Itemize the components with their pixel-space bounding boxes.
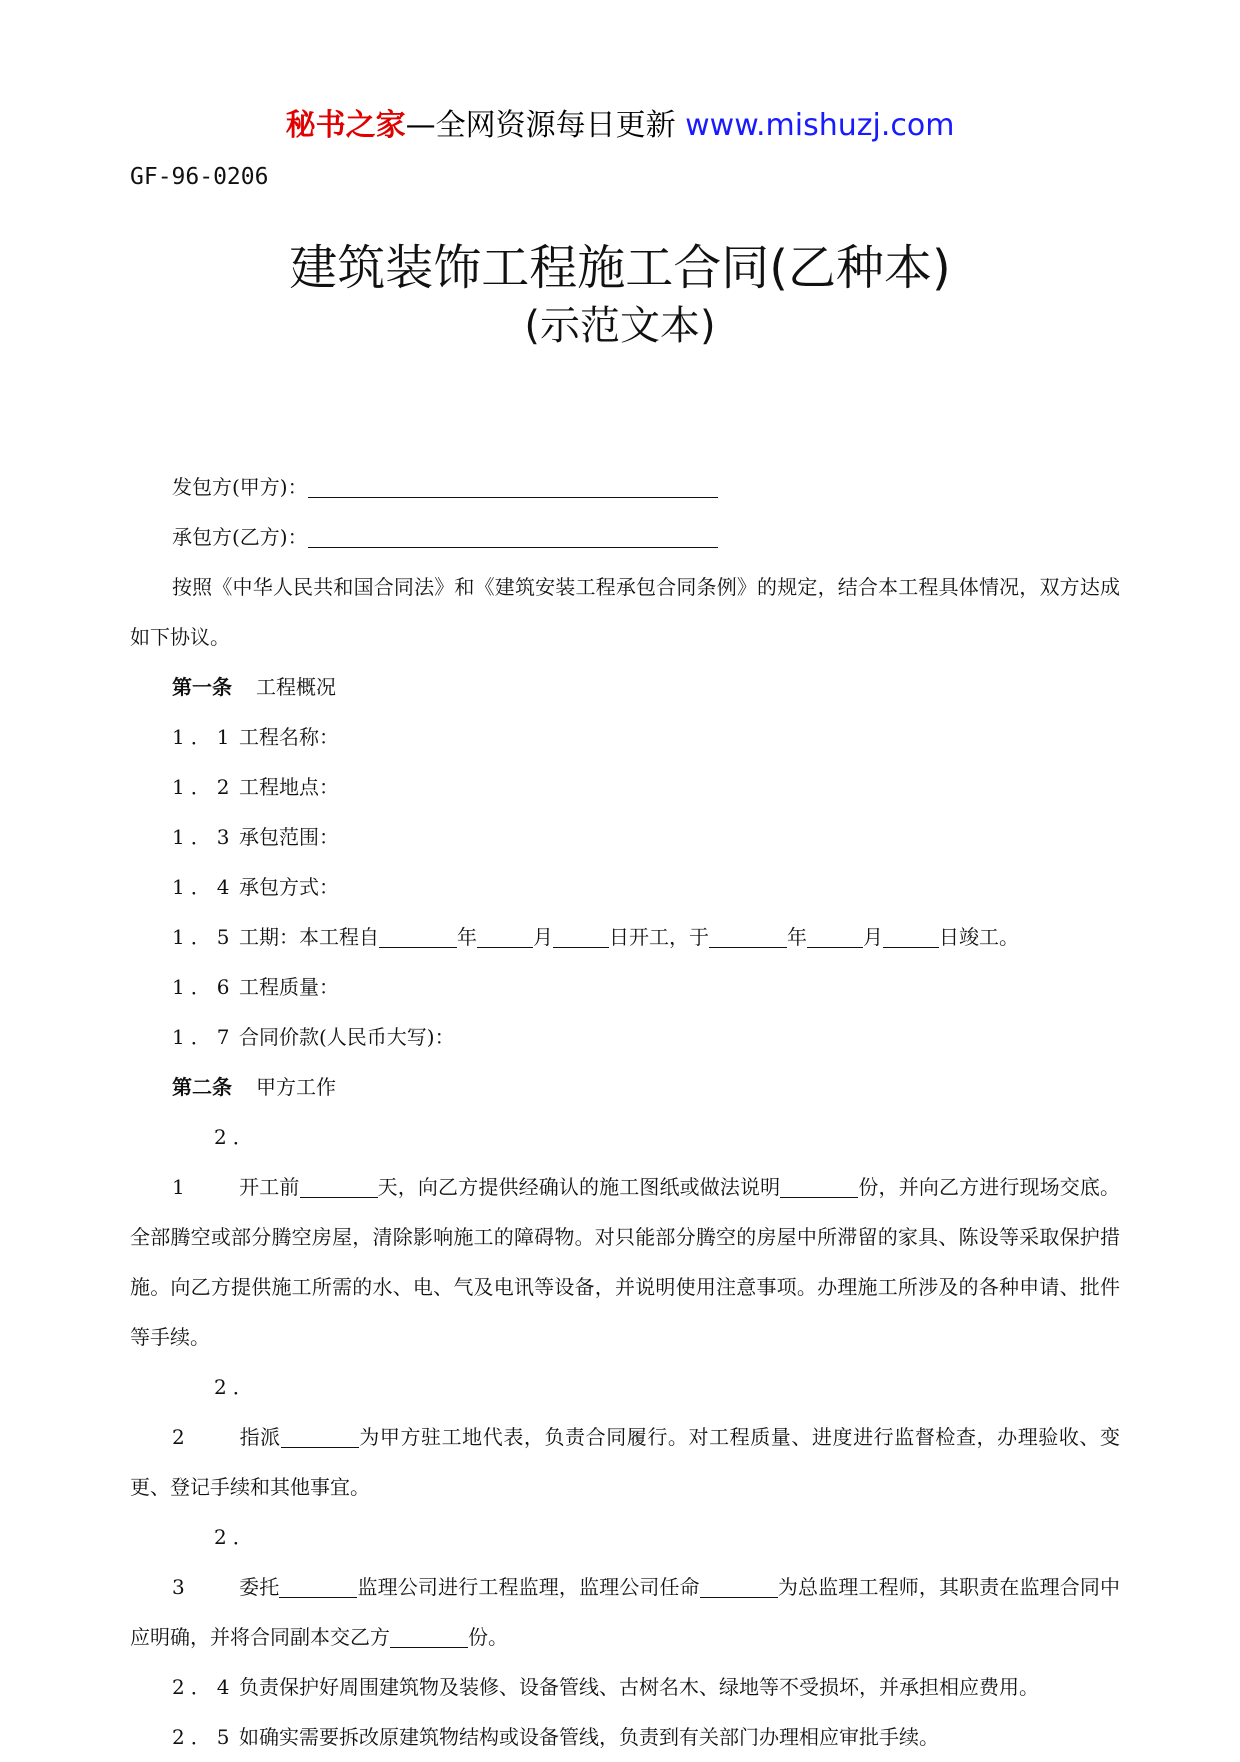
clause-text: 负责保护好周围建筑物及装修、设备管线、古树名木、绿地等不受损坏，并承担相应费用。 xyxy=(239,1675,1039,1699)
clause-1-3 xyxy=(130,812,1120,862)
clause-number: 2．1 xyxy=(172,1125,259,1199)
clause-1-6 xyxy=(130,962,1120,1012)
article-1-heading xyxy=(130,662,1120,712)
clause-text: 为总监理工程师，其职责在监理合同中应明确，并将合同副本交乙方 xyxy=(130,1575,1121,1649)
article-1-number: 第一条 xyxy=(172,675,232,699)
clause-text: 承包范围： xyxy=(239,825,339,849)
clause-2-5 xyxy=(130,1712,1120,1762)
end-year-blank[interactable] xyxy=(709,919,787,948)
clause-text: 监理公司进行工程监理，监理公司任命 xyxy=(357,1575,700,1599)
banner-brand: 秘书之家 xyxy=(285,108,406,143)
clause-text: 日竣工。 xyxy=(939,925,1019,949)
clause-text: 指派 xyxy=(239,1425,281,1449)
clause-number: 1．4 xyxy=(172,875,236,899)
clause-2-4 xyxy=(130,1662,1120,1712)
clause-1-5 xyxy=(130,912,1120,962)
banner-url[interactable]: www.mishuzj.com xyxy=(685,108,955,143)
clause-number: 1．7 xyxy=(172,1025,236,1049)
clause-text: 合同价款(人民币大写)： xyxy=(239,1025,455,1049)
clause-number: 2．2 xyxy=(172,1375,259,1449)
clause-text: 委托 xyxy=(239,1575,280,1599)
clause-text: 如确实需要拆改原建筑物结构或设备管线，负责到有关部门办理相应审批手续。 xyxy=(239,1725,939,1749)
clause-1-2 xyxy=(130,762,1120,812)
clause-1-1 xyxy=(130,712,1120,762)
days-blank[interactable] xyxy=(300,1169,378,1198)
clause-text: 份。 xyxy=(468,1625,508,1649)
clause-text: 为甲方驻工地代表，负责合同履行。对工程质量、进度进行监督检查，办理验收、变更、登记手续和其他事宜。 xyxy=(130,1425,1121,1499)
clause-number: 1．3 xyxy=(172,825,236,849)
contract-copies-blank[interactable] xyxy=(390,1619,468,1648)
party-b-label: 承包方(乙方)： xyxy=(172,525,308,549)
end-day-blank[interactable] xyxy=(883,919,939,948)
document-code: GF-96-0206 xyxy=(130,164,269,190)
article-2-heading xyxy=(130,1062,1120,1112)
clause-number: 2．5 xyxy=(172,1725,236,1749)
clause-text: 月 xyxy=(863,925,883,949)
copies-blank[interactable] xyxy=(780,1169,858,1198)
intro-paragraph: 按照《中华人民共和国合同法》和《建筑安装工程承包合同条例》的规定，结合本工程具体情况，双方达成如下协议。 xyxy=(130,575,1120,649)
clause-text: 天，向乙方提供经确认的施工图纸或做法说明 xyxy=(377,1175,781,1199)
supervisor-company-blank[interactable] xyxy=(279,1569,357,1598)
clause-text: 工程质量： xyxy=(239,975,339,999)
clause-text: 工程地点： xyxy=(239,775,339,799)
contract-body xyxy=(130,462,1120,1762)
clause-text: 年 xyxy=(787,925,807,949)
party-a-line xyxy=(130,462,1120,512)
clause-text: 工期：本工程自 xyxy=(239,925,379,949)
party-b-blank[interactable] xyxy=(308,519,718,548)
start-year-blank[interactable] xyxy=(379,919,457,948)
clause-number: 2．3 xyxy=(172,1525,259,1599)
clause-text: 月 xyxy=(533,925,553,949)
clause-2-2 xyxy=(130,1362,1120,1512)
banner-tagline: —全网资源每日更新 xyxy=(405,108,686,143)
clause-number: 1．1 xyxy=(172,725,236,749)
party-a-label: 发包方(甲方)： xyxy=(172,475,308,499)
article-1-title: 工程概况 xyxy=(256,675,336,699)
article-2-title: 甲方工作 xyxy=(256,1075,336,1099)
clause-text: 日开工，于 xyxy=(609,925,709,949)
clause-number: 1．2 xyxy=(172,775,236,799)
chief-engineer-blank[interactable] xyxy=(700,1569,778,1598)
end-month-blank[interactable] xyxy=(807,919,863,948)
document-subtitle: (示范文本) xyxy=(524,303,716,349)
clause-text: 开工前 xyxy=(239,1175,300,1199)
article-2-number: 第二条 xyxy=(172,1075,232,1099)
clause-number: 2．4 xyxy=(172,1675,236,1699)
site-banner xyxy=(0,100,1240,144)
party-b-line xyxy=(130,512,1120,562)
clause-text: 工程名称： xyxy=(239,725,339,749)
clause-1-7 xyxy=(130,1012,1120,1062)
clause-2-1 xyxy=(130,1112,1120,1362)
representative-blank[interactable] xyxy=(281,1419,359,1448)
party-a-blank[interactable] xyxy=(308,469,718,498)
clause-1-4 xyxy=(130,862,1120,912)
start-month-blank[interactable] xyxy=(477,919,533,948)
clause-text: 年 xyxy=(457,925,477,949)
clause-text: 份，并向乙方进行现场交底。全部腾空或部分腾空房屋，清除影响施工的障碍物。对只能部分腾空的房屋中所滞留的家具、陈设等采取保护措施。向乙方提供施工所需的水、电、气及电讯等设备，并说明使用注意事项。办理施工所涉及的各种申请、批件等手续。 xyxy=(130,1175,1121,1349)
clause-2-3 xyxy=(130,1512,1120,1662)
clause-number: 1．6 xyxy=(172,975,236,999)
clause-number: 1．5 xyxy=(172,925,236,949)
start-day-blank[interactable] xyxy=(553,919,609,948)
clause-text: 承包方式： xyxy=(239,875,339,899)
document-title: 建筑装饰工程施工合同(乙种本) xyxy=(289,240,951,296)
